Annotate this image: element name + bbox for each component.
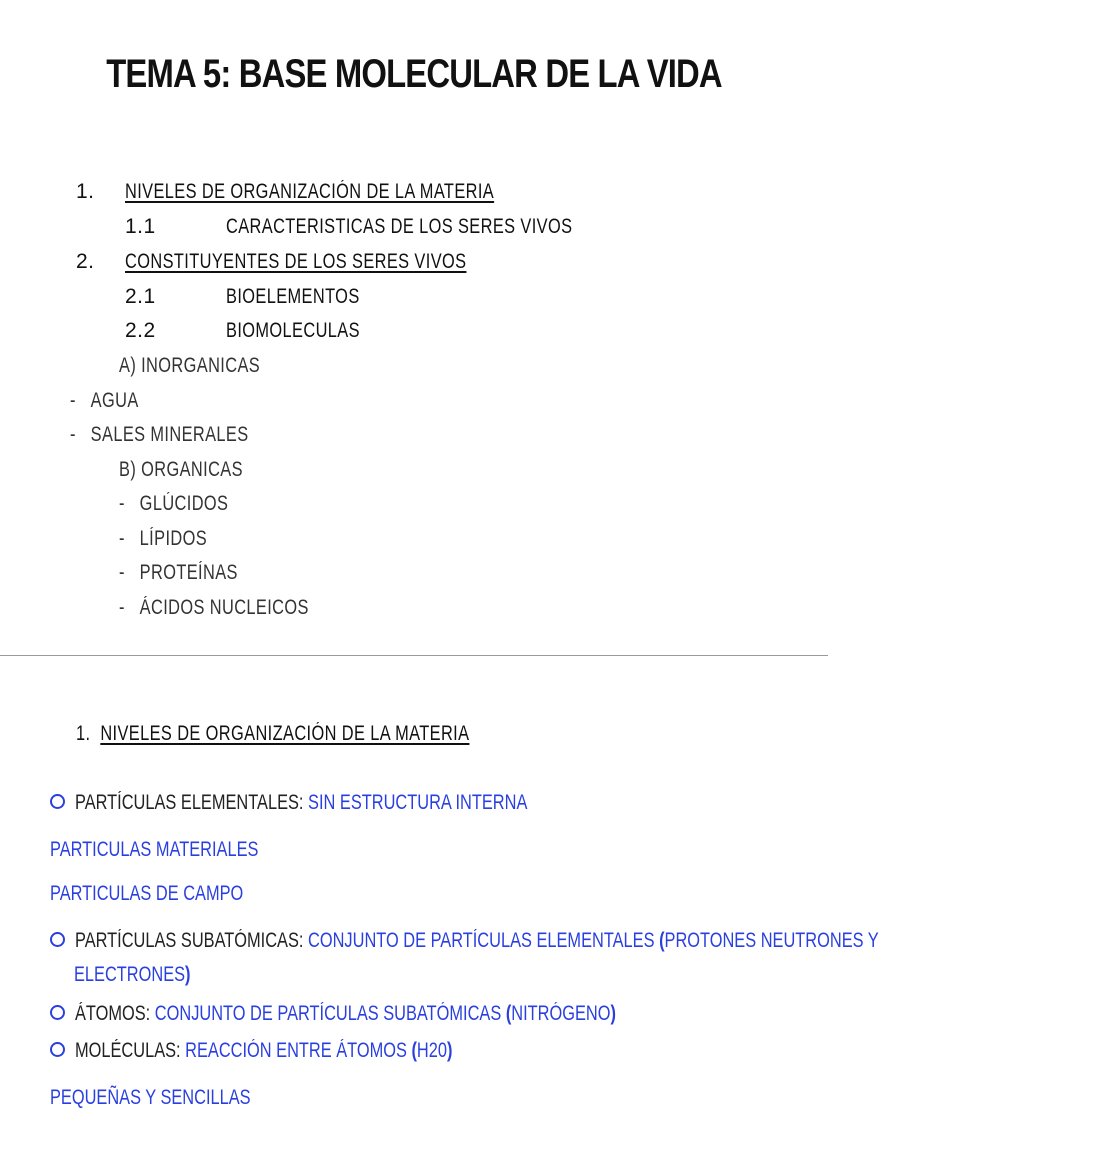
toc-proteinas <box>119 561 271 585</box>
list-item-moleculas <box>50 1039 559 1063</box>
section-1-title: NIVELES DE ORGANIZACIÓN DE LA MATERIA <box>100 722 470 745</box>
toc-item-2-num: 2. <box>76 250 95 273</box>
page-divider <box>0 655 828 656</box>
toc-a-text <box>119 354 260 378</box>
item-examples-cont-text <box>74 963 191 987</box>
paren-open: ( <box>505 1002 512 1025</box>
sub-item-pequenas <box>50 1086 307 1110</box>
toc-item-1-1-label: CARACTERISTICAS DE LOS SERES VIVOS <box>226 215 573 238</box>
toc-item-1-1 <box>226 215 670 239</box>
toc-proteinas-dash: - <box>119 561 125 584</box>
item-desc: SIN ESTRUCTURA INTERNA <box>308 791 528 814</box>
circle-bullet-icon <box>50 932 65 947</box>
toc-item-2-1 <box>226 285 397 309</box>
item-text <box>75 929 879 953</box>
toc-item-1-num: 1. <box>76 180 95 203</box>
paren-close: ) <box>610 1002 616 1025</box>
item-desc: CONJUNTO DE PARTÍCULAS SUBATÓMICAS <box>154 1002 502 1025</box>
item-desc: REACCIÓN ENTRE ÁTOMOS <box>185 1039 407 1062</box>
toc-agua-text <box>70 389 139 413</box>
toc-acidos-text <box>119 596 309 620</box>
toc-lipidos <box>119 527 232 551</box>
toc-item-2-2 <box>226 319 398 343</box>
toc-item-2-label: CONSTITUYENTES DE LOS SERES VIVOS <box>125 250 467 273</box>
toc-agua-label: AGUA <box>90 389 139 412</box>
toc-item-1-1-num: 1.1 <box>125 215 156 238</box>
toc-a-letter: A) <box>119 354 137 377</box>
sub-item-campo <box>50 882 298 906</box>
item-label: ÁTOMOS: <box>75 1002 151 1025</box>
toc-sales <box>70 423 299 447</box>
toc-b <box>119 458 278 482</box>
toc-a <box>119 354 300 378</box>
toc-item-2-1-label: BIOELEMENTOS <box>226 285 360 308</box>
toc-sales-text <box>70 423 249 447</box>
item-example: NITRÓGENO <box>511 1002 611 1025</box>
paren-open: ( <box>411 1039 417 1062</box>
toc-lipidos-text <box>119 527 207 551</box>
sub-item-materiales <box>50 838 317 862</box>
toc-proteinas-text <box>119 561 238 585</box>
item-text <box>75 791 527 815</box>
toc-glucidos-text <box>119 492 228 516</box>
item-label: PARTÍCULAS ELEMENTALES: <box>75 791 304 814</box>
item-examples-cont-line <box>74 963 223 987</box>
sub-item-label: PEQUEÑAS Y SENCILLAS <box>50 1086 251 1109</box>
sub-item-label: PARTICULAS MATERIALES <box>50 838 259 861</box>
circle-bullet-icon <box>50 1042 65 1057</box>
toc-item-1-label: NIVELES DE ORGANIZACIÓN DE LA MATERIA <box>125 180 495 203</box>
item-example: H20 <box>416 1039 447 1062</box>
item-label: MOLÉCULAS: <box>75 1039 181 1062</box>
toc-acidos-label: ÁCIDOS NUCLEICOS <box>139 596 309 619</box>
paren-close: ) <box>185 963 191 986</box>
section-1-heading-text <box>76 722 469 746</box>
toc-acidos <box>119 596 362 620</box>
list-item-particulas-elementales <box>50 791 655 815</box>
section-1-heading <box>76 722 580 746</box>
sub-item-label: PARTICULAS DE CAMPO <box>50 882 244 905</box>
toc-glucidos <box>119 492 259 516</box>
toc-item-2-2-label: BIOMOLECULAS <box>226 319 360 342</box>
toc-acidos-dash: - <box>119 596 125 619</box>
toc-glucidos-label: GLÚCIDOS <box>139 492 229 515</box>
toc-lipidos-label: LÍPIDOS <box>139 527 208 550</box>
toc-lipidos-dash: - <box>119 527 125 550</box>
toc-b-text <box>119 458 243 482</box>
toc-b-label: ORGANICAS <box>141 458 243 481</box>
item-label: PARTÍCULAS SUBATÓMICAS: <box>75 929 304 952</box>
item-desc: CONJUNTO DE PARTÍCULAS ELEMENTALES <box>308 929 655 952</box>
list-item-particulas-subatomicas <box>50 929 1105 953</box>
paren-open: ( <box>659 929 665 952</box>
toc-agua <box>70 389 158 413</box>
item-examples-cont: ELECTRONES <box>74 963 186 986</box>
toc-b-letter: B) <box>119 458 137 481</box>
toc-item-2 <box>125 250 563 274</box>
circle-bullet-icon <box>50 1005 65 1020</box>
toc-proteinas-label: PROTEÍNAS <box>139 561 238 584</box>
item-text <box>75 1039 452 1063</box>
item-examples: PROTONES NEUTRONES Y <box>664 929 879 952</box>
toc-item-2-2-num: 2.2 <box>125 319 156 342</box>
page-title: TEMA 5: BASE MOLECULAR DE LA VIDA <box>106 52 722 96</box>
toc-item-1 <box>125 180 598 204</box>
paren-close: ) <box>446 1039 453 1062</box>
toc-item-2-1-num: 2.1 <box>125 285 156 308</box>
section-1-num: 1. <box>76 722 91 745</box>
item-text <box>75 1002 616 1026</box>
toc-agua-dash: - <box>70 389 76 412</box>
list-item-atomos <box>50 1002 769 1026</box>
toc-sales-dash: - <box>70 423 76 446</box>
toc-sales-label: SALES MINERALES <box>90 423 249 446</box>
circle-bullet-icon <box>50 794 65 809</box>
toc-glucidos-dash: - <box>119 492 125 515</box>
toc-a-label: INORGANICAS <box>141 354 261 377</box>
